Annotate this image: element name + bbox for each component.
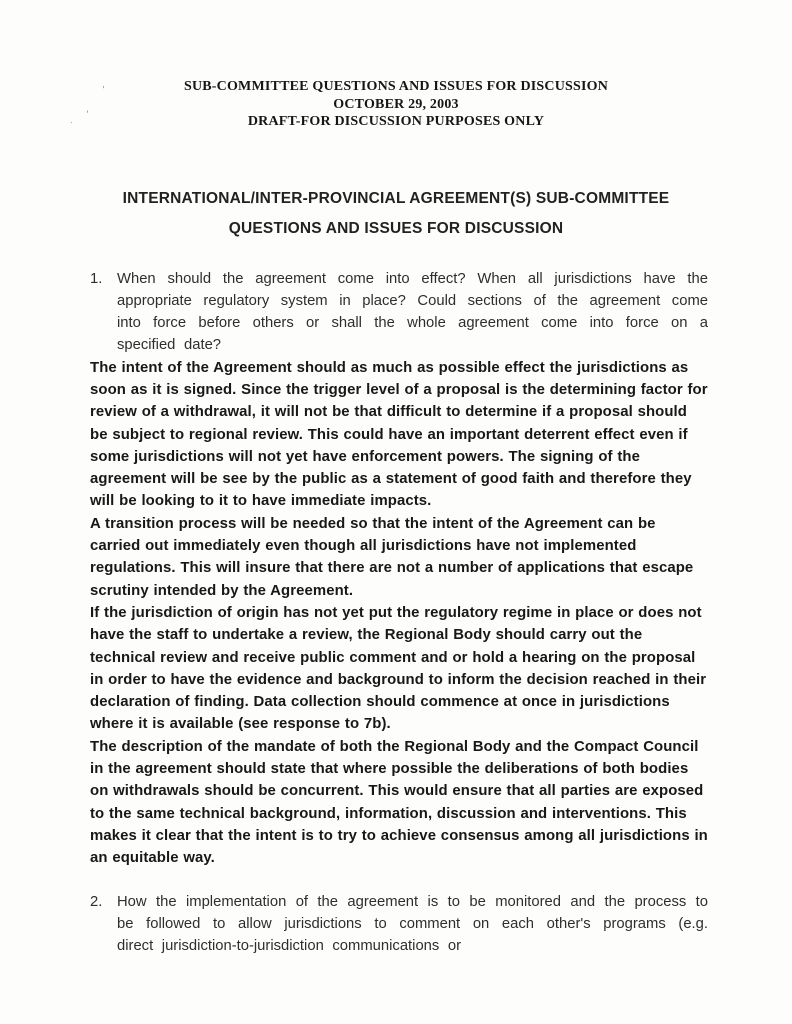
question-number: 2. bbox=[90, 893, 103, 910]
answer-paragraph: A transition process will be needed so that the intent of the Agreement can be carried out immediately even though all jurisdictions have not implemented regulations. This will insure that there are not a number of applications that escape scrutiny intended by the Agreement. bbox=[90, 515, 694, 599]
question-item-2 bbox=[90, 891, 708, 958]
title-line-2: QUESTIONS AND ISSUES FOR DISCUSSION bbox=[228, 219, 564, 237]
pencil-mark: ʹ bbox=[101, 85, 107, 97]
document-body bbox=[90, 268, 708, 958]
question-item-1 bbox=[90, 268, 708, 357]
answer-paragraph: The intent of the Agreement should as much as possible effect the jurisdictions as soon as it is signed. Since the trigger level of a proposal is the determining factor for review of a withdrawal, it will not be that difficult to determine if a proposal should be subject to regional review. This could have an important deterrent effect even if some jurisdictions will not yet have enforcement powers. The signing of the agreement will be see by the public as a statement of good faith and therefore they will be looking to it to have immediate impacts. bbox=[90, 359, 708, 510]
header-line-2: OCTOBER 29, 2003 bbox=[333, 96, 459, 112]
pencil-mark: ͺ ʹ bbox=[67, 109, 97, 125]
answer-paragraph: The description of the mandate of both the Regional Body and the Compact Council in the agreement should state that where possible the deliberations of both bodies on withdrawals should be concurrent. This would ensure that all parties are exposed to the same technical background, information, discussion and interventions. This makes it clear that the intent is to try to achieve consensus among all jurisdictions in an equitable way. bbox=[90, 738, 708, 867]
answer-paragraph: If the jurisdiction of origin has not yet put the regulatory regime in place or does not have the staff to undertake a review, the Regional Body should carry out the technical review and receive public comment and or hold a hearing on the proposal in order to have the evidence and background to inform the decision reached in their declaration of finding. Data collection should commence at once in jurisdictions where it is available (see response to 7b). bbox=[90, 604, 707, 733]
question-text: When should the agreement come into effect? When all jurisdictions have the appropriate regulatory system in place? Could sections of the agreement come into force before others or shall the whole agreement come into force on a specified date? bbox=[117, 270, 708, 354]
header-line-3: DRAFT-FOR DISCUSSION PURPOSES ONLY bbox=[247, 114, 545, 129]
page-title bbox=[0, 184, 792, 244]
header-line-1: SUB-COMMITTEE QUESTIONS AND ISSUES FOR DISCUSSION bbox=[183, 79, 609, 94]
question-number: 1. bbox=[90, 270, 103, 287]
question-text: How the implementation of the agreement is to be monitored and the process to be followed to allow jurisdictions to comment on each other's programs (e.g. direct jurisdiction-to-jurisdiction communications or bbox=[117, 893, 708, 955]
document-header bbox=[0, 0, 792, 131]
title-line-1: INTERNATIONAL/INTER-PROVINCIAL AGREEMENT(S) SUB-COMMITTEE bbox=[122, 189, 670, 207]
